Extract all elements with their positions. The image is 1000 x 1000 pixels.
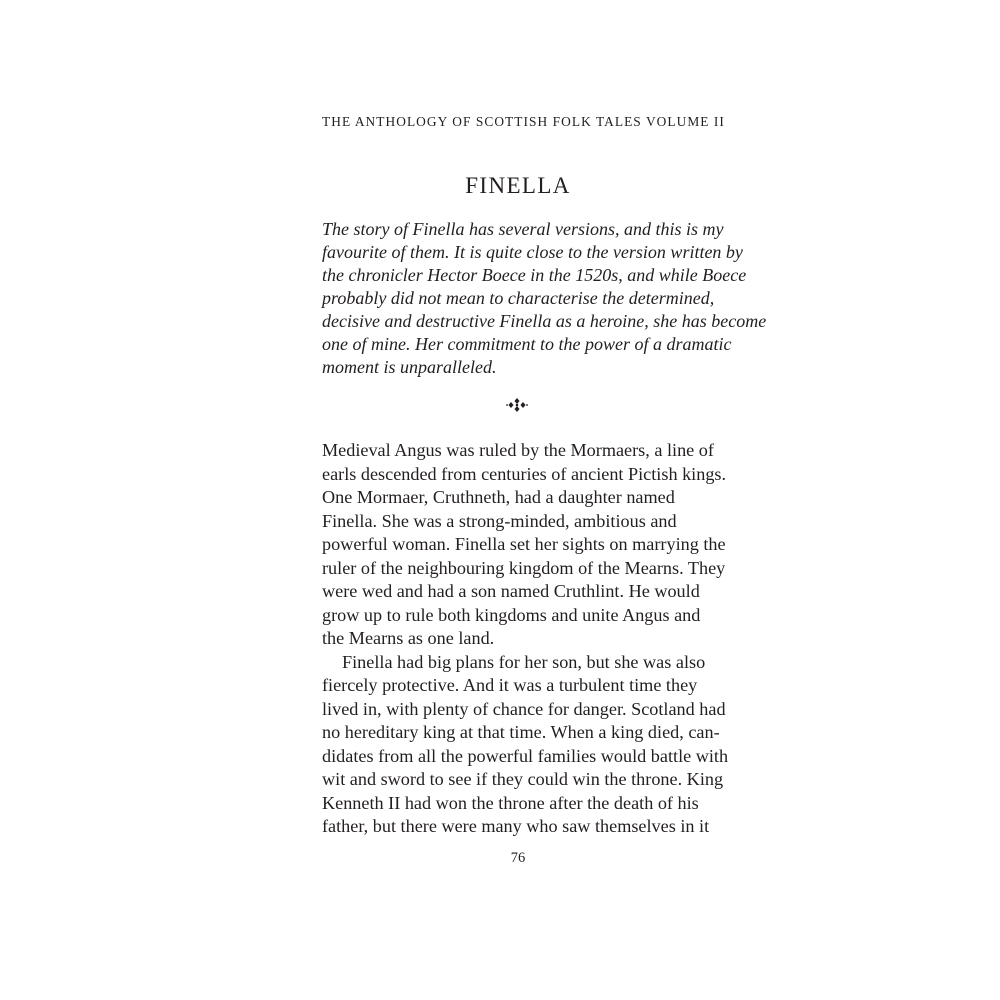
body-line: grow up to rule both kingdoms and unite Angus and <box>322 604 701 625</box>
body-line: earls descended from centuries of ancient Pictish kings. <box>322 463 727 484</box>
body-line: wit and sword to see if they could win the throne. King <box>322 769 724 789</box>
intro-line: the chronicler Hector Boece in the 1520s, and while Boece <box>322 265 747 285</box>
body-line: lived in, with plenty of chance for danger. Scotland had <box>322 698 726 719</box>
chapter-body <box>322 439 729 839</box>
intro-paragraph <box>322 218 767 379</box>
body-line: Finella. She was a strong-minded, ambitious and <box>322 510 677 531</box>
running-head: THE ANTHOLOGY OF SCOTTISH FOLK TALES VOLUME II <box>322 114 725 129</box>
intro-line: moment is unparalleled. <box>322 357 497 377</box>
chapter-title: FINELLA <box>465 173 571 198</box>
intro-line: one of mine. Her commitment to the power of a dramatic <box>322 334 732 354</box>
body-line: powerful woman. Finella set her sights on marrying the <box>322 534 726 554</box>
intro-line: decisive and destructive Finella as a heroine, she has become <box>322 311 767 331</box>
body-line: ruler of the neighbouring kingdom of the Mearns. They <box>322 557 726 578</box>
body-line: didates from all the powerful families would battle with <box>322 745 729 766</box>
body-line: no hereditary king at that time. When a king died, can- <box>322 722 720 742</box>
body-line: father, but there were many who saw themselves in it <box>322 816 710 836</box>
body-line: One Mormaer, Cruthneth, had a daughter named <box>322 487 675 507</box>
intro-line: favourite of them. It is quite close to the version written by <box>322 242 743 262</box>
body-line: Finella had big plans for her son, but she was also <box>342 651 706 672</box>
body-line: fiercely protective. And it was a turbulent time they <box>322 675 698 695</box>
intro-line: The story of Finella has several versions, and this is my <box>322 219 724 239</box>
diamond-flourish-icon <box>506 396 528 414</box>
body-line: were wed and had a son named Cruthlint. He would <box>322 581 700 601</box>
body-line: the Mearns as one land. <box>322 628 495 648</box>
intro-line: probably did not mean to characterise the determined, <box>322 288 715 308</box>
page-number: 76 <box>510 850 526 866</box>
body-line: Kenneth II had won the throne after the death of his <box>322 792 699 813</box>
body-line: Medieval Angus was ruled by the Mormaers, a line of <box>322 440 714 460</box>
